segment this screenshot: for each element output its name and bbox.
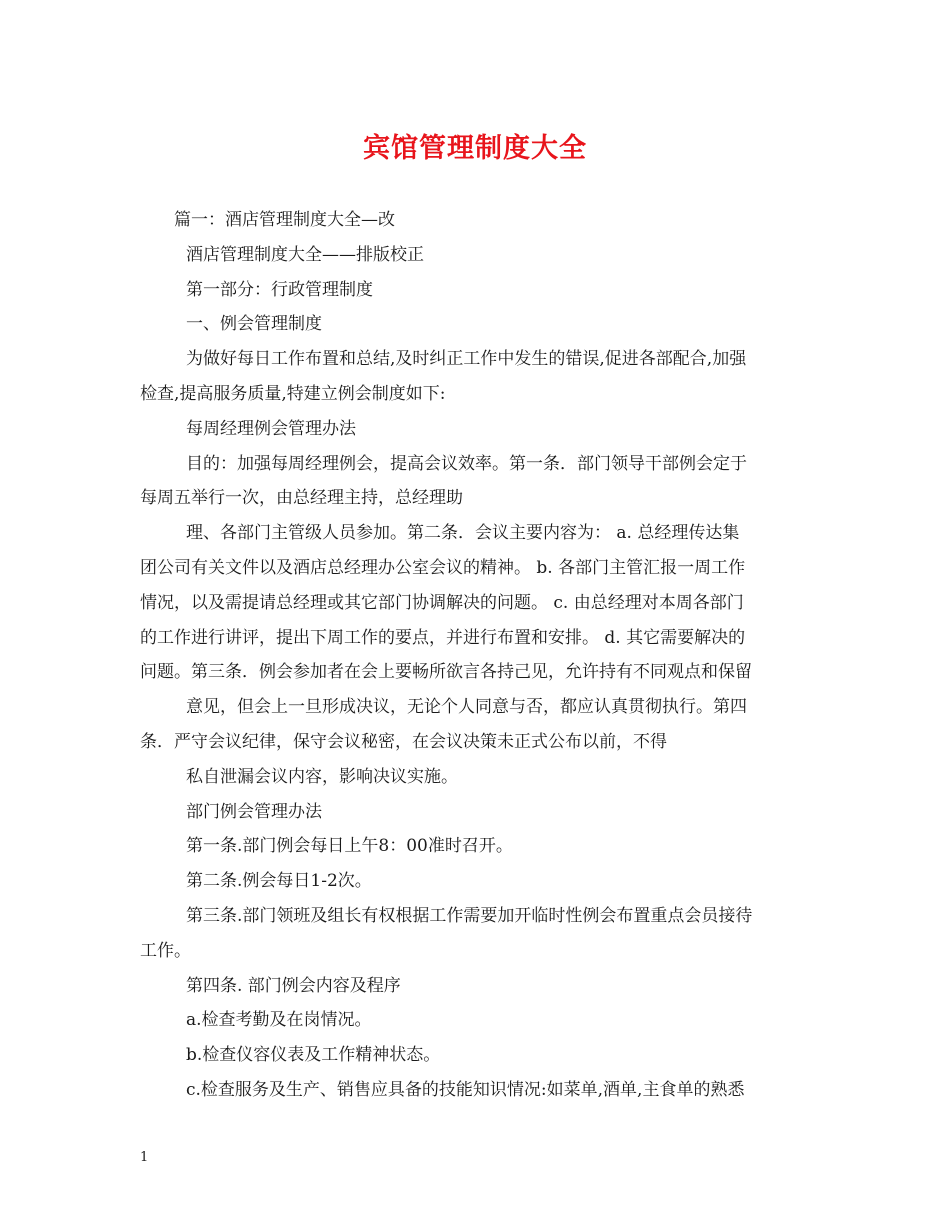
body-line: 篇一：酒店管理制度大全—改: [174, 210, 395, 230]
body-line: 问题。第三条．例会参加者在会上要畅所欲言各持己见，允许持有不同观点和保留: [140, 662, 752, 683]
body-line: 每周五举行一次，由总经理主持，总经理助: [140, 488, 463, 509]
body-line: 一、例会管理制度: [186, 314, 322, 335]
body-line: 团公司有关文件以及酒店总经理办公室会议的精神。 b. 各部门主管汇报一周工作: [140, 557, 746, 578]
body-line: 部门例会管理办法: [186, 801, 322, 822]
body-line: c.检查服务及生产、销售应具备的技能知识情况:如菜单,酒单,主食单的熟悉: [186, 1079, 745, 1100]
body-line: 为做好每日工作布置和总结,及时纠正工作中发生的错误,促进各部配合,加强: [186, 349, 747, 370]
body-line: 意见，但会上一旦形成决议，无论个人同意与否，都应认真贯彻执行。第四: [186, 697, 747, 718]
body-line: 第二条.例会每日1-2次。: [186, 871, 372, 892]
body-line: 的工作进行讲评，提出下周工作的要点，并进行布置和安排。 d. 其它需要解决的: [140, 627, 746, 648]
body-line: 酒店管理制度大全——排版校正: [186, 244, 424, 265]
body-line: 条．严守会议纪律，保守会议秘密，在会议决策未正式公布以前，不得: [140, 731, 667, 752]
body-line: 目的：加强每周经理例会，提高会议效率。第一条．部门领导干部例会定于: [186, 453, 747, 474]
page-number: 1: [140, 1150, 149, 1165]
body-line: 情况，以及需提请总经理或其它部门协调解决的问题。 c. 由总经理对本周各部门: [140, 592, 744, 613]
body-line: 第三条.部门领班及组长有权根据工作需要加开临时性例会布置重点会员接待: [186, 905, 753, 926]
body-line: 私自泄漏会议内容，影响决议实施。: [186, 766, 458, 787]
document-body: [140, 203, 816, 1108]
body-line: 理、各部门主管级人员参加。第二条．会议主要内容为： a. 总经理传达集: [186, 523, 740, 544]
body-line: b.检查仪容仪表及工作精神状态。: [186, 1045, 441, 1066]
body-line: 每周经理例会管理办法: [186, 418, 356, 439]
document-title: 宾馆管理制度大全: [363, 133, 587, 164]
body-line: a.检查考勤及在岗情况。: [186, 1010, 372, 1031]
body-line: 第一部分：行政管理制度: [186, 279, 373, 300]
body-line: 第四条. 部门例会内容及程序: [186, 975, 401, 996]
body-line: 检查,提高服务质量,特建立例会制度如下:: [140, 383, 446, 404]
body-line: 工作。: [140, 940, 191, 961]
body-line: 第一条.部门例会每日上午8：00准时召开。: [186, 836, 513, 857]
